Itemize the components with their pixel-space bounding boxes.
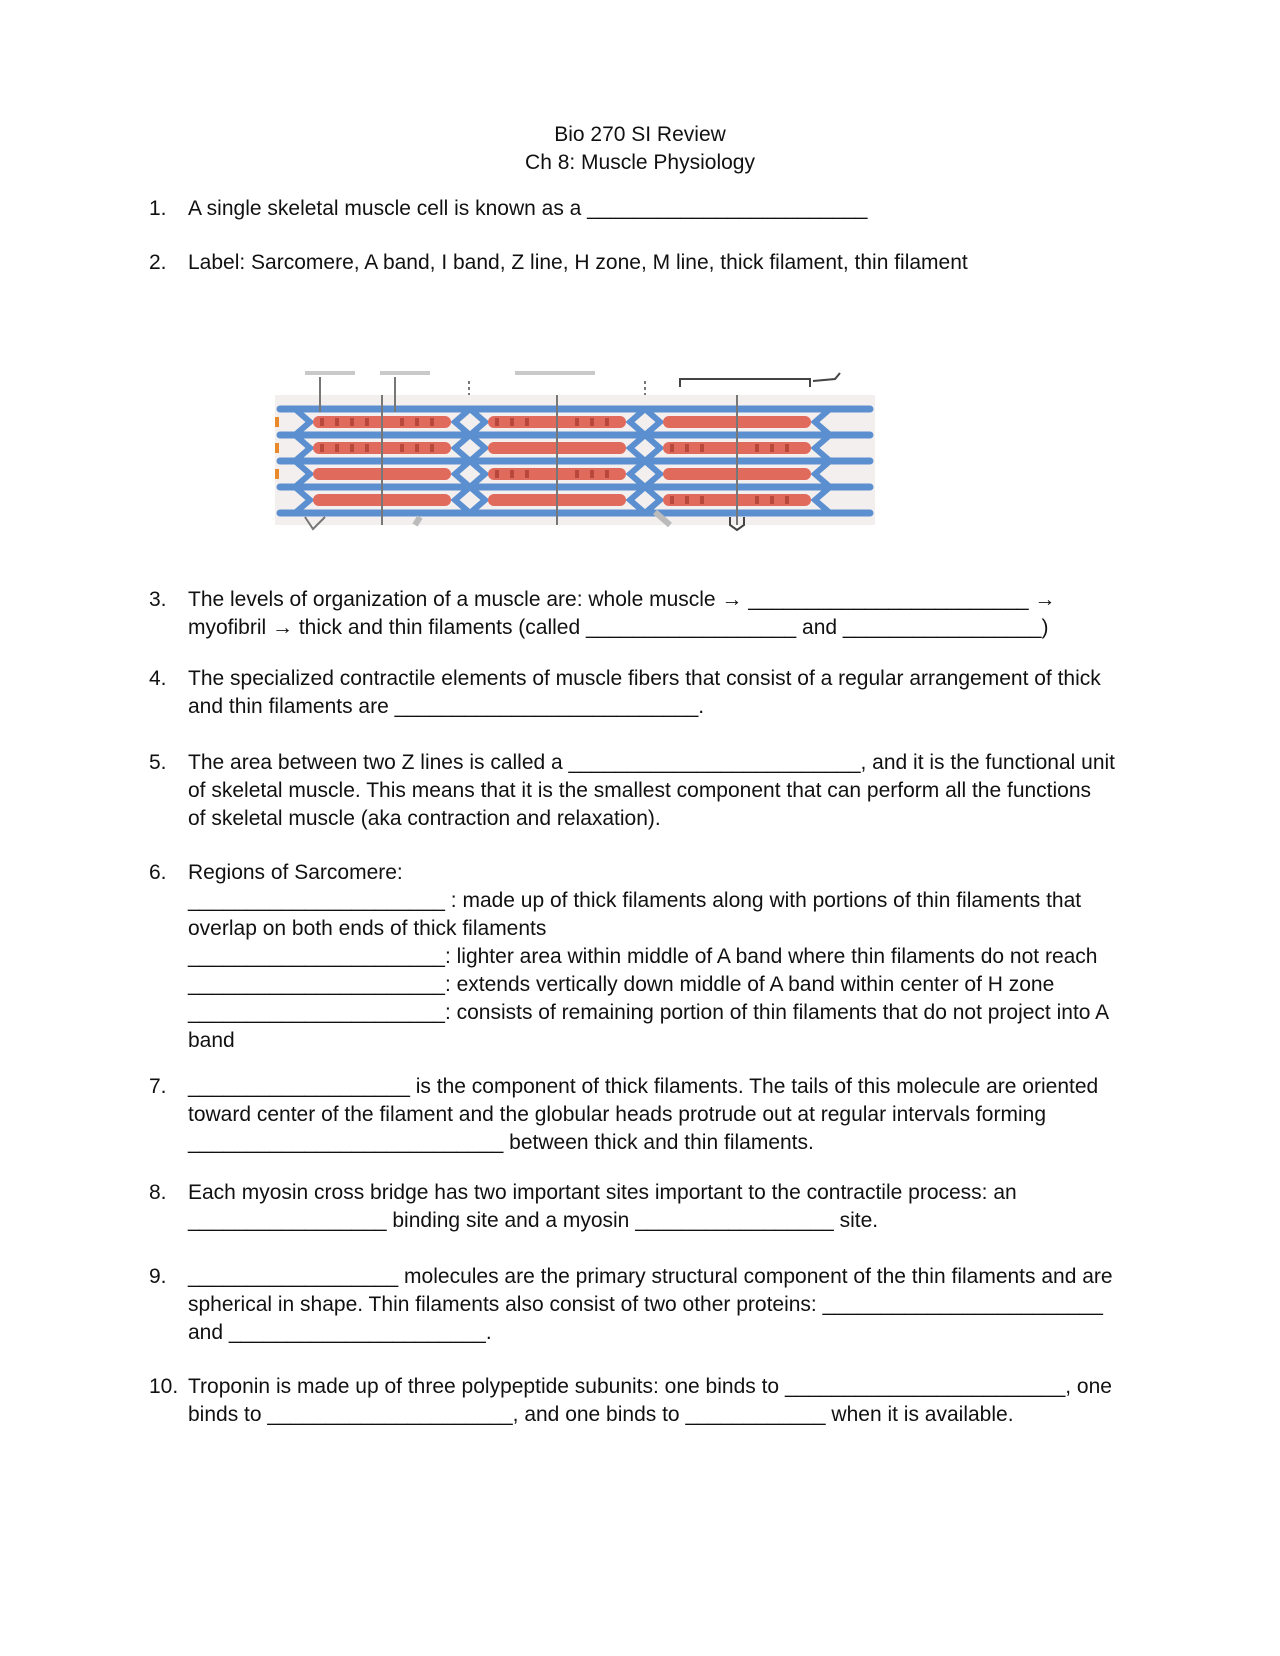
question-line: ______________________: consists of remaining portion of thin filaments that do not project into A: [188, 1001, 1110, 1024]
question-1: [149, 195, 1139, 223]
question-2: [149, 249, 1139, 277]
question-line: Troponin is made up of three polypeptide subunits: one binds to ________________________, one: [188, 1375, 1112, 1398]
question-line: A single skeletal muscle cell is known as a ________________________: [188, 197, 868, 220]
question-line: ______________________ : made up of thick filaments along with portions of thin filaments that: [188, 889, 1082, 912]
question-line: band: [188, 1029, 235, 1052]
question-line: of skeletal muscle. This means that it is the smallest component that can perform all the functions: [188, 779, 1092, 802]
question-line: and ______________________.: [188, 1321, 492, 1344]
question-line: __________________ molecules are the primary structural component of the thin filaments and are: [188, 1265, 1113, 1288]
question-6: [149, 859, 1139, 1055]
question-number: 5.: [149, 751, 167, 774]
question-line: ______________________: extends vertically down middle of A band within center of H zone: [188, 973, 1055, 996]
question-line: overlap on both ends of thick filaments: [188, 917, 547, 940]
question-9: [149, 1263, 1139, 1347]
question-number: 1.: [149, 197, 167, 220]
question-line: toward center of the filament and the globular heads protrude out at regular intervals forming: [188, 1103, 1046, 1126]
question-line: ___________________ is the component of thick filaments. The tails of this molecule are oriented: [188, 1075, 1099, 1098]
question-line: and thin filaments are __________________________.: [188, 695, 705, 718]
sarcomere-diagram-svg: [275, 367, 875, 533]
question-7: [149, 1073, 1139, 1157]
document-header: [0, 121, 1280, 177]
question-line: spherical in shape. Thin filaments also consist of two other proteins: ________________________: [188, 1293, 1103, 1316]
question-line: Regions of Sarcomere:: [188, 861, 403, 884]
question-number: 3.: [149, 588, 167, 611]
question-line: Label: Sarcomere, A band, I band, Z line, H zone, M line, thick filament, thin filament: [188, 251, 968, 274]
question-4: [149, 665, 1139, 721]
sarcomere-diagram-image: [275, 367, 875, 533]
question-line: ______________________: lighter area within middle of A band where thin filaments do not reach: [188, 945, 1098, 968]
question-line: _________________ binding site and a myosin _________________ site.: [188, 1209, 879, 1232]
header-title: Bio 270 SI Review: [554, 123, 726, 146]
question-number: 2.: [149, 251, 167, 274]
question-line: The levels of organization of a muscle are: whole muscle → ________________________ →: [188, 588, 1056, 611]
question-line: ___________________________ between thick and thin filaments.: [188, 1131, 814, 1154]
header-subtitle: Ch 8: Muscle Physiology: [525, 151, 755, 174]
question-10: [149, 1373, 1139, 1429]
question-number: 9.: [149, 1265, 167, 1288]
question-number: 8.: [149, 1181, 167, 1204]
question-3: [149, 586, 1139, 642]
question-line: binds to _____________________, and one binds to ____________ when it is available.: [188, 1403, 1014, 1426]
question-line: of skeletal muscle (aka contraction and relaxation).: [188, 807, 661, 830]
question-number: 7.: [149, 1075, 167, 1098]
question-number: 4.: [149, 667, 167, 690]
question-number: 10.: [149, 1375, 179, 1398]
question-line: The area between two Z lines is called a _________________________, and it is the functional unit: [188, 751, 1116, 774]
question-5: [149, 749, 1139, 833]
question-line: myofibril → thick and thin filaments (called __________________ and _________________): [188, 616, 1049, 639]
question-line: The specialized contractile elements of muscle fibers that consist of a regular arrangement of thick: [188, 667, 1101, 690]
question-number: 6.: [149, 861, 167, 884]
question-8: [149, 1179, 1139, 1235]
question-line: Each myosin cross bridge has two important sites important to the contractile process: an: [188, 1181, 1017, 1204]
